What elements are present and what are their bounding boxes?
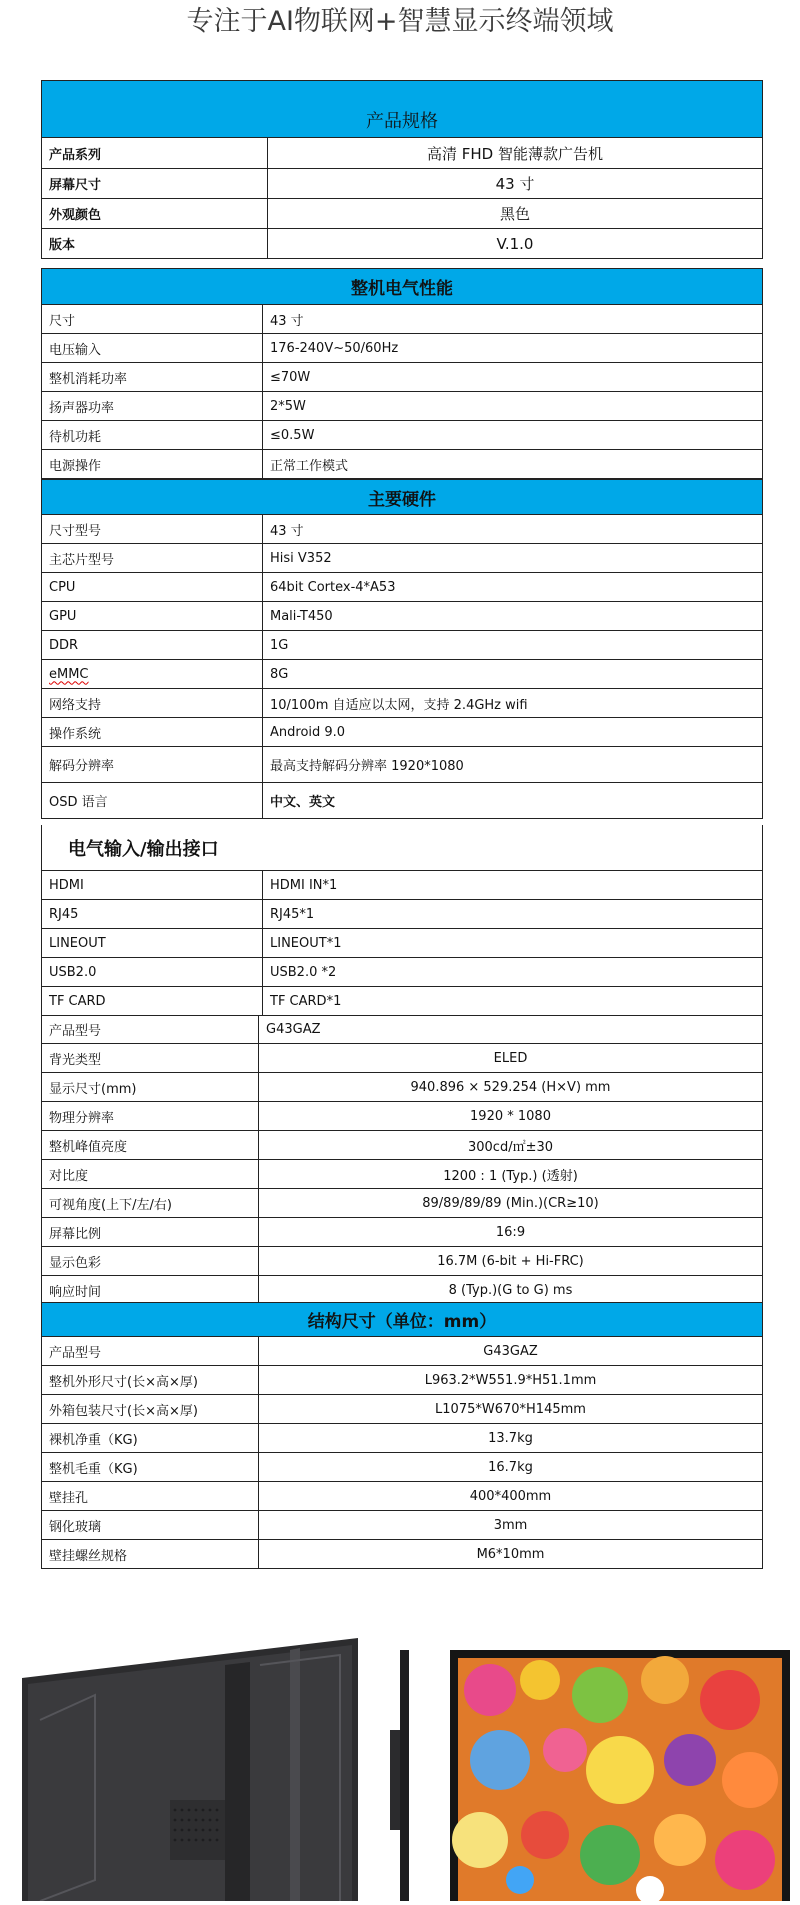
row-value: 16:9 (495, 1224, 526, 1240)
row-label: 整机外形尺寸(长×高×厚) (42, 1366, 259, 1394)
row-label: 整机峰值亮度 (42, 1131, 259, 1159)
row-value: 16.7M (6-bit + Hi-FRC) (437, 1253, 584, 1269)
row-value: Android 9.0 (270, 724, 346, 740)
row-label: CPU (42, 573, 263, 601)
table-row (42, 515, 762, 544)
row-label: 外观颜色 (42, 199, 268, 228)
table-row (42, 450, 762, 479)
row-value: RJ45*1 (270, 906, 315, 922)
section-header-io (42, 825, 762, 871)
row-label: USB2.0 (42, 958, 263, 986)
row-value: 43 寸 (270, 313, 304, 329)
row-label: GPU (42, 602, 263, 630)
row-label: 壁挂孔 (42, 1482, 259, 1510)
section-title: 产品规格 (366, 111, 438, 132)
table-row (42, 363, 762, 392)
row-value: Mali-T450 (270, 608, 333, 624)
spec-table (41, 80, 763, 259)
row-value: 43 寸 (270, 523, 304, 539)
row-value: Hisi V352 (270, 550, 332, 566)
row-label: 外箱包装尺寸(长×高×厚) (42, 1395, 259, 1423)
table-row (42, 1131, 762, 1160)
row-value: M6*10mm (476, 1546, 545, 1562)
row-label: 对比度 (42, 1160, 259, 1188)
table-row (42, 1511, 762, 1540)
row-value: ≤0.5W (270, 427, 315, 443)
display-front-view (450, 1650, 790, 1901)
section-title: 整机电气性能 (351, 279, 453, 299)
section-title: 主要硬件 (368, 489, 436, 510)
row-label: 屏幕尺寸 (42, 169, 268, 198)
page-title: 专注于AI物联网+智慧显示终端领域 (186, 6, 614, 37)
row-value: 176-240V~50/60Hz (270, 340, 399, 356)
row-label: 产品型号 (42, 1016, 259, 1043)
table-row (42, 1073, 762, 1102)
row-value: G43GAZ (266, 1022, 321, 1037)
table-row (42, 1395, 762, 1424)
row-label: 响应时间 (42, 1276, 259, 1304)
table-row (42, 871, 762, 900)
row-label: 可视角度(上下/左/右) (42, 1189, 259, 1217)
row-label: OSD 语言 (42, 783, 263, 818)
row-label: 操作系统 (42, 718, 263, 746)
row-label: 网络支持 (42, 689, 263, 717)
section-header-structure (42, 1302, 762, 1337)
table-row (42, 1366, 762, 1395)
row-label: 整机消耗功率 (42, 363, 263, 391)
row-value: 黑色 (499, 205, 530, 223)
table-row (42, 783, 762, 819)
display-side-view (390, 1650, 409, 1901)
structure-table (41, 1302, 763, 1569)
row-label: HDMI (42, 871, 263, 899)
table-row (42, 1247, 762, 1276)
row-label: 裸机净重（KG) (42, 1424, 259, 1452)
row-value: 400*400mm (469, 1488, 552, 1504)
table-row (42, 1160, 762, 1189)
section-header-hardware (42, 479, 762, 515)
table-row (42, 1016, 762, 1044)
table-row (42, 1044, 762, 1073)
row-label (42, 660, 263, 688)
row-value: 中文、英文 (270, 795, 336, 810)
row-label: RJ45 (42, 900, 263, 928)
row-label: 尺寸 (42, 305, 263, 333)
row-value: 最高支持解码分辨率 1920*1080 (270, 759, 464, 774)
row-label: 显示尺寸(mm) (42, 1073, 259, 1101)
row-label: 物理分辨率 (42, 1102, 259, 1130)
table-row (42, 958, 762, 987)
section-title: 结构尺寸（单位：mm） (307, 1312, 497, 1332)
row-label: 待机功耗 (42, 421, 263, 449)
row-value: 940.896 × 529.254 (H×V) mm (410, 1079, 611, 1095)
table-row (42, 689, 762, 718)
row-value: G43GAZ (483, 1343, 538, 1359)
row-value: 1G (270, 637, 289, 653)
row-value: 64bit Cortex-4*A53 (270, 579, 396, 595)
row-label: 壁挂螺丝规格 (42, 1540, 259, 1568)
table-row (42, 392, 762, 421)
table-row (42, 1102, 762, 1131)
table-row (42, 1424, 762, 1453)
table-row (42, 334, 762, 363)
table-row (42, 199, 762, 229)
row-value: HDMI IN*1 (270, 877, 338, 893)
table-row (42, 718, 762, 747)
row-value: USB2.0 *2 (270, 964, 337, 980)
row-label: 解码分辨率 (42, 747, 263, 782)
display-back-view (22, 1638, 358, 1901)
io-table (41, 825, 763, 1305)
table-row (42, 900, 762, 929)
row-label-text: eMMC (49, 666, 89, 682)
table-row (42, 421, 762, 450)
row-value: 高清 FHD 智能薄款广告机 (427, 144, 603, 163)
table-row (42, 573, 762, 602)
table-row (42, 169, 762, 199)
row-value: V.1.0 (496, 234, 534, 253)
row-label: 电源操作 (42, 450, 263, 478)
product-photos (0, 1620, 800, 1901)
table-row (42, 747, 762, 783)
row-value: 300cd/㎡±30 (467, 1139, 554, 1155)
product-illustration (0, 1620, 800, 1901)
row-label: 钢化玻璃 (42, 1511, 259, 1539)
row-label: 扬声器功率 (42, 392, 263, 420)
table-row (42, 1337, 762, 1366)
section-header-electrical (42, 268, 762, 305)
row-value: 1920 * 1080 (470, 1108, 551, 1124)
table-row (42, 987, 762, 1016)
row-value: 89/89/89/89 (Min.)(CR≥10) (422, 1195, 599, 1211)
row-label: 版本 (42, 229, 268, 258)
row-value: LINEOUT*1 (270, 935, 342, 951)
section-header-spec (42, 80, 762, 138)
row-label: 主芯片型号 (42, 544, 263, 572)
row-label: 产品型号 (42, 1337, 259, 1365)
row-value: 8G (270, 666, 289, 682)
hardware-table (41, 479, 763, 819)
row-value: ELED (493, 1050, 528, 1066)
row-label: DDR (42, 631, 263, 659)
table-row (42, 1540, 762, 1569)
row-value: 正常工作模式 (270, 458, 349, 474)
row-value: 13.7kg (488, 1430, 533, 1446)
table-row (42, 1189, 762, 1218)
table-row (42, 660, 762, 689)
row-label: 显示色彩 (42, 1247, 259, 1275)
row-value: 2*5W (270, 398, 306, 414)
table-row (42, 1482, 762, 1511)
row-label: 整机毛重（KG) (42, 1453, 259, 1481)
row-label: 屏幕比例 (42, 1218, 259, 1246)
row-value: 3mm (493, 1517, 528, 1533)
row-label: 背光类型 (42, 1044, 259, 1072)
row-value: 43 寸 (495, 175, 535, 193)
table-row (42, 929, 762, 958)
row-value: 1200 : 1 (Typ.) (透射) (443, 1168, 578, 1184)
table-row (42, 229, 762, 259)
row-value: TF CARD*1 (270, 993, 342, 1009)
row-value: ≤70W (270, 369, 311, 385)
table-row (42, 305, 762, 334)
row-label: 尺寸型号 (42, 515, 263, 543)
row-label: 产品系列 (42, 138, 268, 168)
table-row (42, 1276, 762, 1305)
row-value: 16.7kg (488, 1459, 533, 1475)
row-value: 8 (Typ.)(G to G) ms (448, 1282, 573, 1298)
section-title: 电气输入/输出接口 (68, 838, 219, 860)
table-row (42, 544, 762, 573)
row-label: LINEOUT (42, 929, 263, 957)
row-value: L1075*W670*H145mm (435, 1401, 586, 1417)
table-row (42, 631, 762, 660)
table-row (42, 1218, 762, 1247)
row-label: TF CARD (42, 987, 263, 1015)
row-value: L963.2*W551.9*H51.1mm (424, 1372, 597, 1388)
table-row (42, 602, 762, 631)
electrical-table (41, 268, 763, 479)
table-row (42, 138, 762, 169)
row-value: 10/100m 自适应以太网，支持 2.4GHz wifi (270, 697, 528, 713)
row-label: 电压输入 (42, 334, 263, 362)
table-row (42, 1453, 762, 1482)
